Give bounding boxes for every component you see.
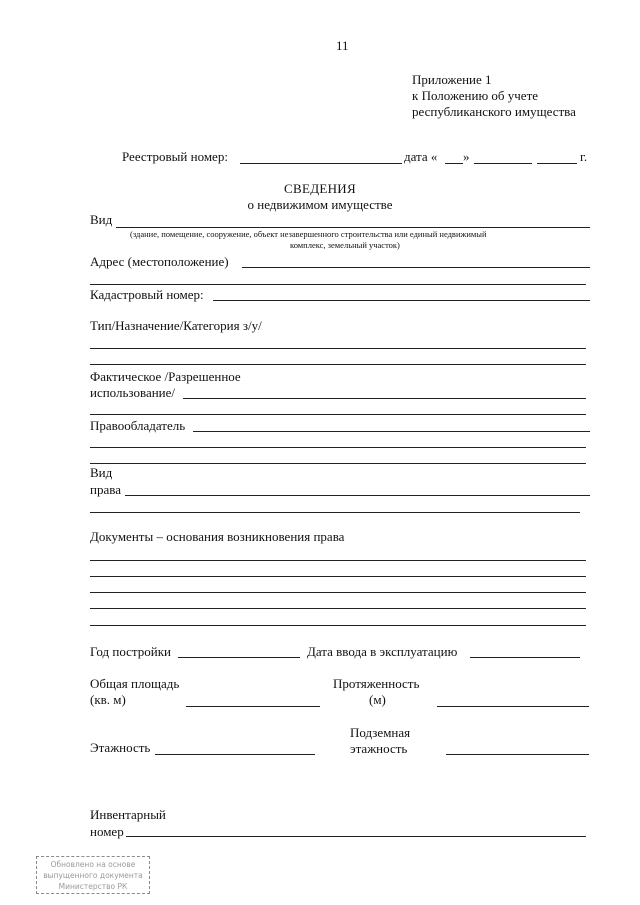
field-floors-input[interactable] [155,754,315,755]
appendix-line-1: Приложение 1 [412,72,492,87]
field-area-input[interactable] [186,706,320,707]
appendix-line-3: республиканского имущества [412,104,576,119]
field-documents-input-2[interactable] [90,576,586,577]
field-floors-label: Этажность [90,740,151,755]
field-documents-input-3[interactable] [90,592,586,593]
field-length-input[interactable] [437,706,589,707]
date-year-field[interactable] [537,163,577,164]
date-day-field[interactable] [445,163,463,164]
field-cadastral-input[interactable] [213,300,590,301]
field-area-label-2: (кв. м) [90,692,126,707]
field-address-input-2[interactable] [90,284,586,285]
field-length-label-1: Протяженность [333,676,420,691]
field-type-label: Вид [90,212,113,227]
document-subtitle: о недвижимом имуществе [247,197,393,212]
field-owner-label: Правообладатель [90,418,186,433]
field-usage-label-2: использование/ [90,385,176,400]
field-documents-input-5[interactable] [90,625,586,626]
field-area-label-1: Общая площадь [90,676,180,691]
field-underground-floors-label-1: Подземная [350,725,411,740]
date-year-suffix: г. [580,149,588,164]
registry-number-field[interactable] [240,163,402,164]
appendix-line-2: к Положению об учете [412,88,539,103]
field-purpose-label: Тип/Назначение/Категория з/у/ [90,318,262,333]
field-year-built-input[interactable] [178,657,300,658]
field-underground-floors-label-2: этажность [350,741,408,756]
field-address-label: Адрес (местоположение) [90,254,229,269]
field-year-built-label: Год постройки [90,644,171,659]
field-right-input-2[interactable] [90,512,580,513]
date-quote-close: » [463,149,470,164]
field-cadastral-label: Кадастровый номер: [90,287,204,302]
field-purpose-input-2[interactable] [90,364,586,365]
document-title: СВЕДЕНИЯ [284,181,356,196]
field-inventory-label-1: Инвентарный [90,807,166,822]
field-right-label-1: Вид [90,465,113,480]
field-underground-floors-input[interactable] [446,754,589,755]
field-documents-label: Документы – основания возникновения права [90,529,345,544]
field-type-hint-1: (здание, помещение, сооружение, объект незавершенного строительства или единый недвижимый [130,229,487,239]
field-address-input[interactable] [242,267,590,268]
field-length-label-2: (м) [369,692,386,707]
field-inventory-label-2: номер [90,824,124,839]
field-right-input-1[interactable] [125,495,590,496]
field-usage-label-1: Фактическое /Разрешенное [90,369,241,384]
field-owner-input-3[interactable] [90,463,586,464]
date-label: дата « [404,149,438,164]
field-usage-input-1[interactable] [183,398,586,399]
field-documents-input-4[interactable] [90,608,586,609]
stamp-line-2: выпущенного документа [43,871,143,880]
document-stamp [36,856,150,894]
field-purpose-input-1[interactable] [90,348,586,349]
stamp-line-3: Министерство РК [58,882,128,891]
field-type-input[interactable] [116,227,590,228]
field-commission-date-label: Дата ввода в эксплуатацию [307,644,458,659]
field-documents-input-1[interactable] [90,560,586,561]
field-right-label-2: права [90,482,121,497]
registry-number-label: Реестровый номер: [122,149,228,164]
date-month-field[interactable] [474,163,532,164]
field-type-hint-2: комплекс, земельный участок) [290,240,400,250]
field-commission-date-input[interactable] [470,657,580,658]
field-inventory-input[interactable] [126,836,586,837]
field-owner-input-2[interactable] [90,447,586,448]
field-owner-input-1[interactable] [193,431,590,432]
field-usage-input-2[interactable] [90,414,586,415]
page-number: 11 [336,38,349,53]
stamp-line-1: Обновлено на основе [50,860,136,869]
